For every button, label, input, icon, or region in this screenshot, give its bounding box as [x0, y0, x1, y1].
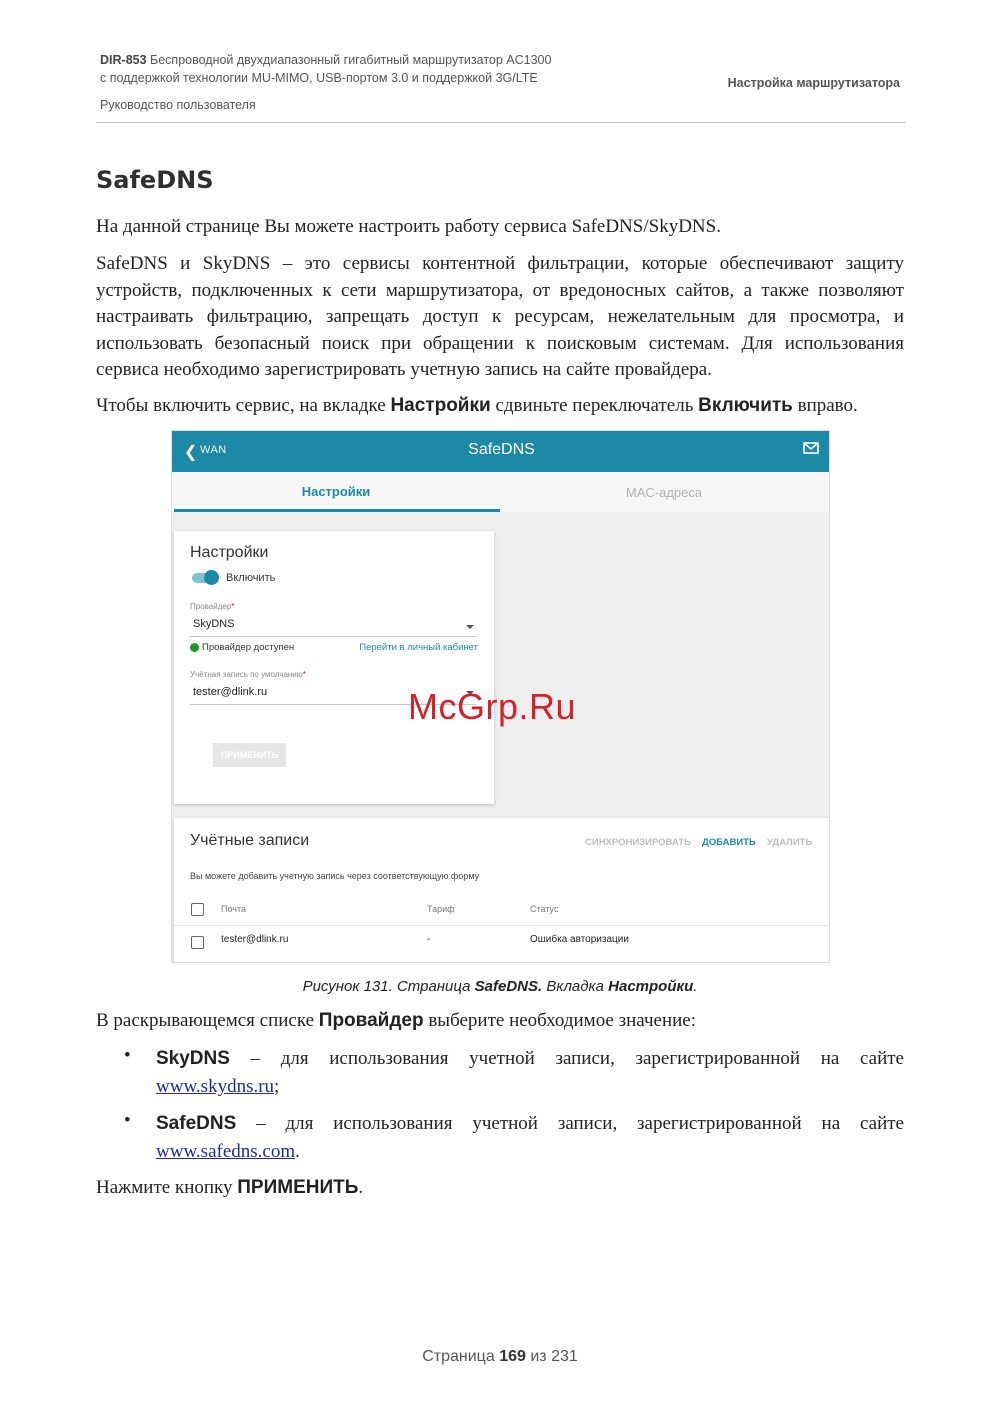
- account-select[interactable]: tester@dlink.ru: [193, 686, 268, 698]
- text: выберите необходимое значение:: [423, 1010, 696, 1031]
- text: Нажмите кнопку: [96, 1177, 238, 1198]
- row-email: tester@dlink.ru: [221, 934, 289, 945]
- text: вправо.: [792, 395, 858, 416]
- text: В раскрывающемся списке: [96, 1010, 319, 1031]
- caption-bold: Настройки: [608, 978, 694, 995]
- accounts-title: Учётные записи: [190, 832, 310, 849]
- row-tariff: -: [427, 934, 431, 945]
- text: – для использования учетной записи, зарегистрированной на сайте: [236, 1113, 904, 1134]
- text: ;: [274, 1076, 280, 1097]
- sync-button[interactable]: СИНХРОНИЗИРОВАТЬ: [585, 837, 691, 848]
- settings-card: [174, 531, 494, 804]
- bold-term: Настройки: [390, 395, 491, 416]
- required-mark: *: [302, 670, 306, 679]
- add-button[interactable]: ДОБАВИТЬ: [702, 837, 756, 848]
- text: Чтобы включить сервис, на вкладке: [96, 395, 391, 416]
- page-total: 231: [551, 1348, 578, 1365]
- paragraph-enable: [96, 393, 904, 420]
- page-title: SafeDNS: [96, 166, 214, 194]
- page-number: 169: [499, 1348, 526, 1365]
- page-footer: [0, 1348, 1000, 1366]
- provider-select[interactable]: SkyDNS: [193, 618, 235, 630]
- paragraph-apply: [96, 1175, 904, 1202]
- list-item-safedns: [156, 1110, 904, 1166]
- figure-caption: [0, 978, 1000, 995]
- back-arrow-icon[interactable]: ❮: [184, 444, 198, 461]
- accounts-description: Вы можете добавить учетную запись через соответствующую форму: [190, 871, 480, 881]
- header-section: Настройка маршрутизатора: [727, 76, 900, 90]
- bullet-icon: •: [124, 1110, 131, 1131]
- row-divider: [174, 925, 829, 926]
- text: .: [358, 1177, 364, 1198]
- chevron-down-icon[interactable]: [466, 625, 474, 629]
- text: сдвиньте переключатель: [490, 395, 699, 416]
- provider-label-text: Провайдер: [190, 602, 232, 611]
- tab-active-indicator: [174, 509, 500, 512]
- settings-title: Настройки: [190, 544, 269, 561]
- bold-term: Провайдер: [318, 1010, 424, 1031]
- caption-text: Рисунок 131. Страница: [302, 978, 475, 995]
- column-status: Статус: [530, 904, 559, 914]
- text: Страница: [422, 1348, 500, 1365]
- header-line-2: с поддержкой технологии MU-MIMO, USB-портом 3.0 и поддержкой 3G/LTE: [100, 71, 538, 85]
- tab-settings[interactable]: Настройки: [301, 484, 371, 499]
- list-item-skydns: [156, 1045, 904, 1101]
- enable-toggle-label: Включить: [226, 572, 276, 584]
- delete-button[interactable]: УДАЛИТЬ: [767, 837, 813, 848]
- account-label-text: Учётная запись по умолчанию: [190, 670, 303, 679]
- text: – для использования учетной записи, зарегистрированной на сайте: [229, 1048, 904, 1069]
- caption-text: .: [693, 978, 698, 995]
- skydns-link[interactable]: www.skydns.ru: [156, 1076, 275, 1097]
- header-divider: [96, 122, 905, 123]
- status-indicator-icon: [190, 643, 199, 652]
- safedns-link[interactable]: www.safedns.com: [156, 1141, 296, 1162]
- provider-label: [190, 602, 234, 611]
- account-label: [190, 670, 306, 679]
- watermark: McGrp.Ru: [408, 686, 577, 727]
- tab-mac-addresses[interactable]: MAC-адреса: [625, 485, 703, 500]
- paragraph-description: SafeDNS и SkyDNS – это сервисы контентной фильтрации, которые обеспечивают защиту устройств, подключенных к сети маршрутизатора, от вредоносных сайтов, а также позволяют настраивать фильтрацию, запрещать доступ к ресурсам, нежелательным для просмотра, и использовать безопасный поиск при обращении к поисковым системам. Для использования сервиса необходимо зарегистрировать учетную запись на сайте провайдера.: [96, 253, 904, 380]
- bullet-icon: •: [124, 1045, 131, 1066]
- caption-text: Вкладка: [542, 978, 609, 995]
- bold-term: SafeDNS: [156, 1113, 237, 1134]
- tab-bar: [172, 472, 830, 512]
- caption-bold: SafeDNS.: [474, 978, 543, 995]
- text: из: [525, 1348, 552, 1365]
- row-checkbox[interactable]: [191, 936, 204, 949]
- header-line-1-text: Беспроводной двухдиапазонный гигабитный маршрутизатор AC1300: [146, 53, 552, 67]
- paragraph-provider: [96, 1008, 904, 1035]
- row-status: Ошибка авторизации: [530, 934, 629, 945]
- model-name: DIR-853: [100, 53, 147, 67]
- column-email: Почта: [221, 904, 246, 914]
- column-tariff: Тариф: [427, 904, 455, 914]
- back-label[interactable]: WAN: [200, 444, 227, 456]
- top-bar: [172, 431, 830, 472]
- accounts-card: [174, 818, 829, 962]
- paragraph-intro: На данной странице Вы можете настроить работу сервиса SafeDNS/SkyDNS.: [96, 216, 721, 237]
- cabinet-link[interactable]: Перейти в личный кабинет: [359, 642, 478, 653]
- apply-button[interactable]: ПРИМЕНИТЬ: [213, 743, 286, 767]
- header-line-1: [100, 53, 551, 67]
- required-mark: *: [231, 602, 235, 611]
- screen-title: SafeDNS: [468, 441, 535, 458]
- mail-icon[interactable]: [803, 442, 819, 454]
- provider-status: Провайдер доступен: [202, 642, 295, 653]
- enable-toggle[interactable]: [204, 570, 219, 585]
- select-all-checkbox[interactable]: [191, 903, 204, 916]
- header-line-3: Руководство пользователя: [100, 98, 256, 112]
- text: .: [295, 1141, 300, 1162]
- bold-term: Включить: [698, 395, 793, 416]
- bold-term: SkyDNS: [156, 1048, 230, 1069]
- bold-term: ПРИМЕНИТЬ: [237, 1177, 359, 1198]
- provider-underline: [190, 636, 476, 637]
